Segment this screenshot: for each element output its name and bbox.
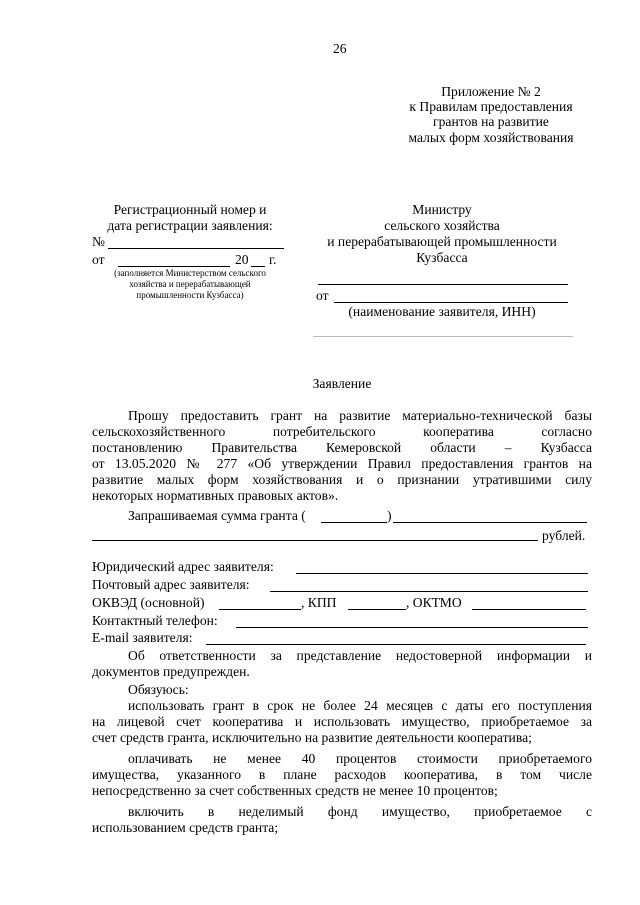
amount-label: Запрашиваемая сумма гранта ( <box>128 508 306 523</box>
paragraph-1-line-5: развитие малых форм хозяйствования и о признании утратившими силу <box>92 472 592 487</box>
legal-address-label: Юридический адрес заявителя: <box>92 559 274 574</box>
registration-note-2: хозяйства и перерабатывающей <box>129 279 251 289</box>
registration-year-field[interactable] <box>251 266 265 267</box>
amount-digits-field[interactable] <box>321 522 387 523</box>
appendix-line-1: Приложение № 2 <box>441 84 541 99</box>
applicant-from-label: от <box>316 288 329 303</box>
registration-date-field[interactable] <box>118 266 230 267</box>
paragraph-1-line-6: некоторых нормативных правовых актов». <box>92 488 339 503</box>
registration-line-2: дата регистрации заявления: <box>107 218 273 233</box>
email-field[interactable] <box>206 644 586 645</box>
paragraph-1-line-3: постановлению Правительства Кемеровской области – Кузбасса <box>92 440 592 455</box>
applicant-caption: (наименование заявителя, ИНН) <box>348 304 536 319</box>
responsibility-line-2: документов предупрежден. <box>92 664 250 679</box>
document-title: Заявление <box>312 376 372 391</box>
appendix-line-3: грантов на развитие <box>433 114 549 129</box>
registration-date-label: от <box>92 252 105 267</box>
okved-field[interactable] <box>219 609 301 610</box>
responsibility-line-1: Об ответственности за представление недостоверной информации и <box>128 648 592 663</box>
obligation-2-line-3: непосредственно за счет собственных средств не менее 10 процентов; <box>92 783 498 798</box>
phone-field[interactable] <box>236 627 588 628</box>
obligation-2-line-2: имущества, указанного в плане расходов кооператива, в том числе <box>92 767 592 782</box>
divider-line <box>313 336 573 337</box>
paragraph-1-line-1: Прошу предоставить грант на развитие материально-технической базы <box>128 408 592 423</box>
obligation-3-line-1: включить в неделимый фонд имущество, приобретаемое с <box>128 804 592 819</box>
legal-address-field[interactable] <box>296 573 588 574</box>
registration-line-1: Регистрационный номер и <box>113 202 267 217</box>
registration-year-suffix: г. <box>269 252 277 267</box>
addressee-line-1: Министру <box>412 202 472 217</box>
obligation-1-line-3: счет средств гранта, исключительно на развитие деятельности кооператива; <box>92 730 532 745</box>
applicant-name-field-2[interactable] <box>334 302 568 303</box>
obligation-3-line-2: использованием средств гранта; <box>92 820 279 835</box>
addressee-line-3: и перерабатывающей промышленности <box>327 234 557 249</box>
kpp-field[interactable] <box>348 609 406 610</box>
kpp-label: , КПП <box>301 595 337 610</box>
phone-label: Контактный телефон: <box>92 613 218 628</box>
registration-year-prefix: 20 <box>235 252 249 267</box>
registration-number-field[interactable] <box>108 248 284 249</box>
appendix-line-4: малых форм хозяйствования <box>408 130 574 145</box>
oktmo-field[interactable] <box>472 609 586 610</box>
paragraph-1-line-2: сельскохозяйственного потребительского кооператива согласно <box>92 424 592 439</box>
amount-words-field-2[interactable] <box>92 540 538 541</box>
oktmo-label: , ОКТМО <box>406 595 462 610</box>
addressee-line-2: сельского хозяйства <box>384 218 500 233</box>
postal-address-label: Почтовый адрес заявителя: <box>92 577 250 592</box>
amount-words-field[interactable] <box>393 522 587 523</box>
obligation-1-line-1: использовать грант в срок не более 24 месяцев с даты его поступления <box>128 698 592 713</box>
registration-number-label: № <box>92 234 105 249</box>
registration-note-1: (заполняется Министерством сельского <box>114 268 266 278</box>
registration-note-3: промышленности Кузбасса) <box>136 290 244 300</box>
addressee-line-4: Кузбасса <box>416 250 468 265</box>
appendix-line-2: к Правилам предоставления <box>409 99 573 114</box>
applicant-name-field[interactable] <box>318 284 568 285</box>
obligation-1-line-2: на лицевой счет кооператива и использовать имущество, приобретаемое за <box>92 714 592 729</box>
obligation-2-line-1: оплачивать не менее 40 процентов стоимости приобретаемого <box>128 751 592 766</box>
amount-close-paren: ) <box>387 508 392 523</box>
obligate-label: Обязуюсь: <box>128 682 189 697</box>
page-number: 26 <box>333 41 347 56</box>
postal-address-field[interactable] <box>270 591 588 592</box>
email-label: E-mail заявителя: <box>92 630 193 645</box>
paragraph-1-line-4: от 13.05.2020 № 277 «Об утверждении Правил предоставления грантов на <box>92 456 592 471</box>
rubles-label: рублей. <box>542 528 586 543</box>
okved-label: ОКВЭД (основной) <box>92 595 205 610</box>
